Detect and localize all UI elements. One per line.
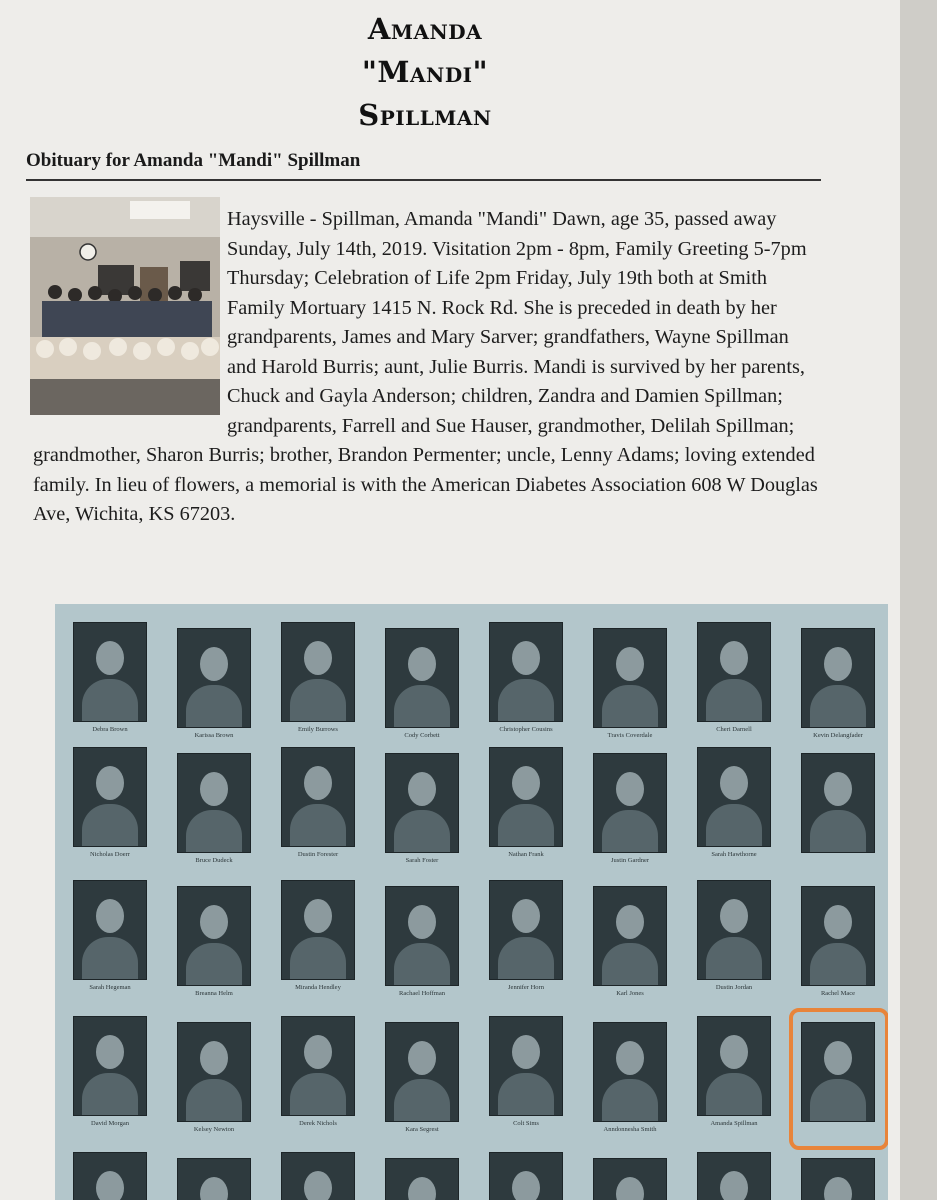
yearbook-portrait xyxy=(273,614,363,754)
portrait-photo xyxy=(801,886,875,986)
portrait-head xyxy=(408,1177,436,1200)
portrait-photo xyxy=(801,753,875,853)
portrait-photo xyxy=(73,1152,147,1200)
portrait-head xyxy=(200,647,228,681)
portrait-name: Kara Segrest xyxy=(405,1126,439,1133)
obituary-text-block xyxy=(33,205,823,530)
portrait-body xyxy=(498,679,554,721)
yearbook-portrait xyxy=(65,739,155,879)
portrait-body xyxy=(498,1073,554,1115)
portrait-name: Karl Jones xyxy=(616,990,644,997)
portrait-body xyxy=(706,804,762,846)
yearbook-portrait xyxy=(585,620,675,760)
portrait-photo xyxy=(281,880,355,980)
title-line-2: "Mandi" xyxy=(361,55,489,89)
portrait-head xyxy=(304,766,332,800)
portrait-name: Anndonnesha Smith xyxy=(603,1126,657,1133)
portrait-photo xyxy=(697,622,771,722)
portrait-head xyxy=(304,1035,332,1069)
portrait-body xyxy=(706,1073,762,1115)
yearbook-portrait xyxy=(481,872,571,1012)
page-title xyxy=(200,8,650,137)
yearbook-portrait xyxy=(793,878,883,1018)
portrait-photo xyxy=(489,1152,563,1200)
portrait-name: Christopher Cousins xyxy=(499,726,553,733)
portrait-head xyxy=(408,647,436,681)
portrait-photo xyxy=(73,880,147,980)
yearbook-portrait xyxy=(65,614,155,754)
portrait-name: Rachel Mace xyxy=(820,990,856,997)
portrait-photo xyxy=(489,880,563,980)
obituary-text: Haysville - Spillman, Amanda "Mandi" Dawn, age 35, passed away Sunday, July 14th, 2019. Visitation 2pm - 8pm, Family Greeting 5-7pm Thursday; Celebration of Life 2pm Friday, July 19th both at Smith Family Mortuary 1415 N. Rock Rd. She is preceded in death by her grandparents, James and Mary Sarver; grandfathers, Wayne Spillman and Harold Burris; aunt, Julie Burris. Mandi is survived by her parents, Chuck and Gayla Anderson; children, Zandra and Damien Spillman; grandparents, Farrell and Sue Hauser, grandmother, Delilah Spillman; grandmother, Sharon Burris; brother, Brandon Permenter; uncle, Lenny Adams; loving extended family. In lieu of flowers, a memorial is with the American Diabetes Association 608 W Douglas Ave, Wichita, KS 67203. xyxy=(33,208,818,525)
yearbook-portrait xyxy=(65,1144,155,1200)
portrait-name: Dustin Forester xyxy=(297,851,339,858)
yearbook-portrait xyxy=(377,620,467,760)
portrait-photo xyxy=(593,886,667,986)
portrait-name: Cody Corbett xyxy=(404,732,440,739)
yearbook-portrait xyxy=(793,745,883,885)
portrait-body xyxy=(498,804,554,846)
portrait-head xyxy=(512,1171,540,1200)
portrait-head xyxy=(512,641,540,675)
portrait-head xyxy=(824,905,852,939)
portrait-head xyxy=(720,766,748,800)
yearbook-portrait xyxy=(481,614,571,754)
portrait-body xyxy=(394,1079,450,1121)
portrait-body xyxy=(82,679,138,721)
yearbook-portrait xyxy=(377,878,467,1018)
yearbook-portrait xyxy=(481,739,571,879)
portrait-name: Travis Coverdale xyxy=(607,732,653,739)
portrait-body xyxy=(394,685,450,727)
yearbook-portrait xyxy=(585,745,675,885)
yearbook-portrait xyxy=(65,1008,155,1148)
yearbook-portrait xyxy=(689,872,779,1012)
portrait-name: Sarah Hegeman xyxy=(89,984,131,991)
portrait-body xyxy=(706,679,762,721)
portrait-name: Nicholas Doerr xyxy=(90,851,130,858)
yearbook-portrait xyxy=(273,872,363,1012)
portrait-name: Cheri Darnell xyxy=(716,726,752,733)
portrait-photo xyxy=(73,1016,147,1116)
portrait-body xyxy=(82,1073,138,1115)
portrait-name: Amanda Spillman xyxy=(710,1120,758,1127)
yearbook-portrait xyxy=(481,1008,571,1148)
portrait-head xyxy=(512,1035,540,1069)
portrait-body xyxy=(602,685,658,727)
yearbook-portrait xyxy=(377,745,467,885)
portrait-head xyxy=(304,899,332,933)
portrait-photo xyxy=(281,1016,355,1116)
portrait-body xyxy=(810,810,866,852)
portrait-name: Kelsey Newton xyxy=(193,1126,235,1133)
portrait-head xyxy=(304,1171,332,1200)
portrait-head xyxy=(200,1041,228,1075)
portrait-photo xyxy=(281,747,355,847)
portrait-name: Colt Sims xyxy=(513,1120,539,1127)
yearbook-portrait xyxy=(169,1150,259,1200)
portrait-name: Emily Burrows xyxy=(298,726,338,733)
portrait-body xyxy=(186,685,242,727)
yearbook-portrait xyxy=(169,878,259,1018)
portrait-name: David Morgan xyxy=(91,1120,129,1127)
portrait-body xyxy=(82,937,138,979)
yearbook-portrait xyxy=(377,1150,467,1200)
portrait-head xyxy=(96,766,124,800)
yearbook-portrait xyxy=(65,872,155,1012)
portrait-body xyxy=(602,1079,658,1121)
portrait-photo xyxy=(593,753,667,853)
portrait-body xyxy=(290,804,346,846)
portrait-body xyxy=(290,937,346,979)
portrait-photo xyxy=(697,1016,771,1116)
portrait-body xyxy=(186,1079,242,1121)
portrait-body xyxy=(810,685,866,727)
portrait-name: Miranda Hendley xyxy=(295,984,341,991)
yearbook-portrait xyxy=(377,1014,467,1154)
portrait-name: Jennifer Horn xyxy=(508,984,544,991)
portrait-body xyxy=(394,943,450,985)
portrait-photo xyxy=(177,886,251,986)
portrait-head xyxy=(616,905,644,939)
portrait-name: Rachael Hoffman xyxy=(399,990,445,997)
yearbook-portrait xyxy=(169,620,259,760)
portrait-head xyxy=(824,1177,852,1200)
portrait-photo xyxy=(593,1022,667,1122)
yearbook-portrait xyxy=(273,1144,363,1200)
portrait-head xyxy=(824,772,852,806)
portrait-photo xyxy=(489,622,563,722)
portrait-body xyxy=(810,943,866,985)
portrait-body xyxy=(186,943,242,985)
portrait-head xyxy=(96,1171,124,1200)
yearbook-portrait xyxy=(481,1144,571,1200)
portrait-head xyxy=(304,641,332,675)
portrait-head xyxy=(408,772,436,806)
portrait-name: Kevin Delangfader xyxy=(813,732,863,739)
portrait-body xyxy=(186,810,242,852)
highlight-circle xyxy=(789,1008,888,1150)
portrait-photo xyxy=(697,747,771,847)
portrait-body xyxy=(706,937,762,979)
portrait-name: Breanna Helm xyxy=(195,990,233,997)
portrait-photo xyxy=(385,628,459,728)
portrait-head xyxy=(408,905,436,939)
portrait-photo xyxy=(489,747,563,847)
yearbook-portrait xyxy=(793,620,883,760)
portrait-name: Sarah Hawthorne xyxy=(711,851,757,858)
portrait-photo xyxy=(177,753,251,853)
portrait-head xyxy=(96,899,124,933)
portrait-name: Sarah Foster xyxy=(405,857,439,864)
portrait-head xyxy=(720,1171,748,1200)
portrait-photo xyxy=(593,628,667,728)
portrait-photo xyxy=(281,622,355,722)
portrait-photo xyxy=(697,880,771,980)
portrait-head xyxy=(720,899,748,933)
portrait-head xyxy=(512,899,540,933)
portrait-photo xyxy=(177,1158,251,1200)
portrait-head xyxy=(200,905,228,939)
portrait-name: Justin Gardner xyxy=(610,857,650,864)
yearbook-portrait xyxy=(585,1014,675,1154)
portrait-head xyxy=(96,641,124,675)
yearbook-portrait xyxy=(273,739,363,879)
portrait-name: Nathan Frank xyxy=(508,851,544,858)
yearbook-portrait xyxy=(689,739,779,879)
portrait-body xyxy=(602,943,658,985)
portrait-photo xyxy=(801,1158,875,1200)
portrait-photo xyxy=(697,1152,771,1200)
portrait-head xyxy=(408,1041,436,1075)
portrait-head xyxy=(200,772,228,806)
portrait-head xyxy=(824,647,852,681)
portrait-head xyxy=(616,1177,644,1200)
obituary-subheading: Obituary for Amanda "Mandi" Spillman xyxy=(26,150,821,181)
portrait-name: Bruce Dudeck xyxy=(195,857,233,864)
portrait-photo xyxy=(385,1158,459,1200)
yearbook-portrait xyxy=(585,878,675,1018)
title-line-1: Amanda xyxy=(367,12,483,46)
portrait-photo xyxy=(801,628,875,728)
portrait-body xyxy=(498,937,554,979)
portrait-photo xyxy=(593,1158,667,1200)
portrait-head xyxy=(616,1041,644,1075)
portrait-body xyxy=(602,810,658,852)
yearbook-portrait xyxy=(169,745,259,885)
yearbook-portrait xyxy=(689,1008,779,1148)
portrait-head xyxy=(616,772,644,806)
portrait-head xyxy=(616,647,644,681)
portrait-body xyxy=(82,804,138,846)
portrait-head xyxy=(720,641,748,675)
portrait-head xyxy=(96,1035,124,1069)
portrait-photo xyxy=(385,1022,459,1122)
portrait-head xyxy=(200,1177,228,1200)
yearbook-portrait xyxy=(689,614,779,754)
portrait-photo xyxy=(73,622,147,722)
yearbook-portrait xyxy=(273,1008,363,1148)
portrait-photo xyxy=(385,753,459,853)
portrait-name: Dustin Jordan xyxy=(715,984,753,991)
yearbook-portrait xyxy=(585,1150,675,1200)
portrait-name: Karissa Brown xyxy=(194,732,234,739)
portrait-photo xyxy=(281,1152,355,1200)
portrait-body xyxy=(290,679,346,721)
yearbook-portrait xyxy=(169,1014,259,1154)
yearbook-portrait xyxy=(689,1144,779,1200)
page-edge xyxy=(900,0,937,1200)
portrait-name: Debra Brown xyxy=(92,726,128,733)
portrait-name: Derek Nichols xyxy=(299,1120,337,1127)
portrait-photo xyxy=(177,1022,251,1122)
portrait-photo xyxy=(177,628,251,728)
portrait-head xyxy=(720,1035,748,1069)
title-line-3: Spillman xyxy=(358,98,492,132)
portrait-head xyxy=(512,766,540,800)
yearbook-portrait xyxy=(793,1150,883,1200)
portrait-photo xyxy=(73,747,147,847)
yearbook-photo-page xyxy=(55,604,888,1200)
portrait-body xyxy=(394,810,450,852)
portrait-body xyxy=(290,1073,346,1115)
portrait-photo xyxy=(489,1016,563,1116)
portrait-photo xyxy=(385,886,459,986)
